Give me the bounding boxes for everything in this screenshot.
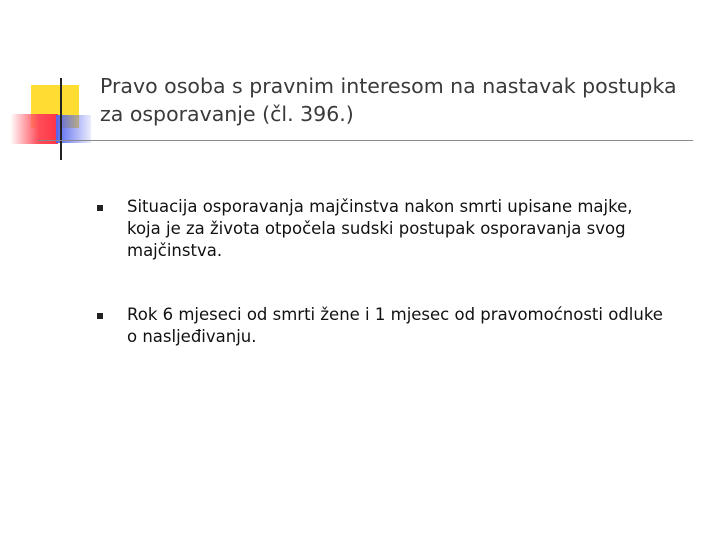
square-bullet-icon xyxy=(97,205,103,211)
bullet-line: o nasljeđivanju. xyxy=(127,327,257,346)
slide-title xyxy=(100,72,700,128)
bullet-line: Rok 6 mjeseci od smrti žene i 1 mjesec od pravomoćnosti odluke xyxy=(127,305,663,324)
title-divider-line xyxy=(38,140,693,141)
bullet-text xyxy=(127,196,707,262)
bullet-line: koja je za života otpočela sudski postupak osporavanja svog xyxy=(127,219,626,238)
title-line-1: Pravo osoba s pravnim interesom na nastavak postupka xyxy=(100,74,677,98)
square-bullet-icon xyxy=(97,313,103,319)
decorative-vertical-line xyxy=(60,78,62,160)
bullet-line: majčinstva. xyxy=(127,241,223,260)
title-line-2: za osporavanje (čl. 396.) xyxy=(100,102,354,126)
bullet-text xyxy=(127,304,707,348)
bullet-line: Situacija osporavanja majčinstva nakon smrti upisane majke, xyxy=(127,197,633,216)
